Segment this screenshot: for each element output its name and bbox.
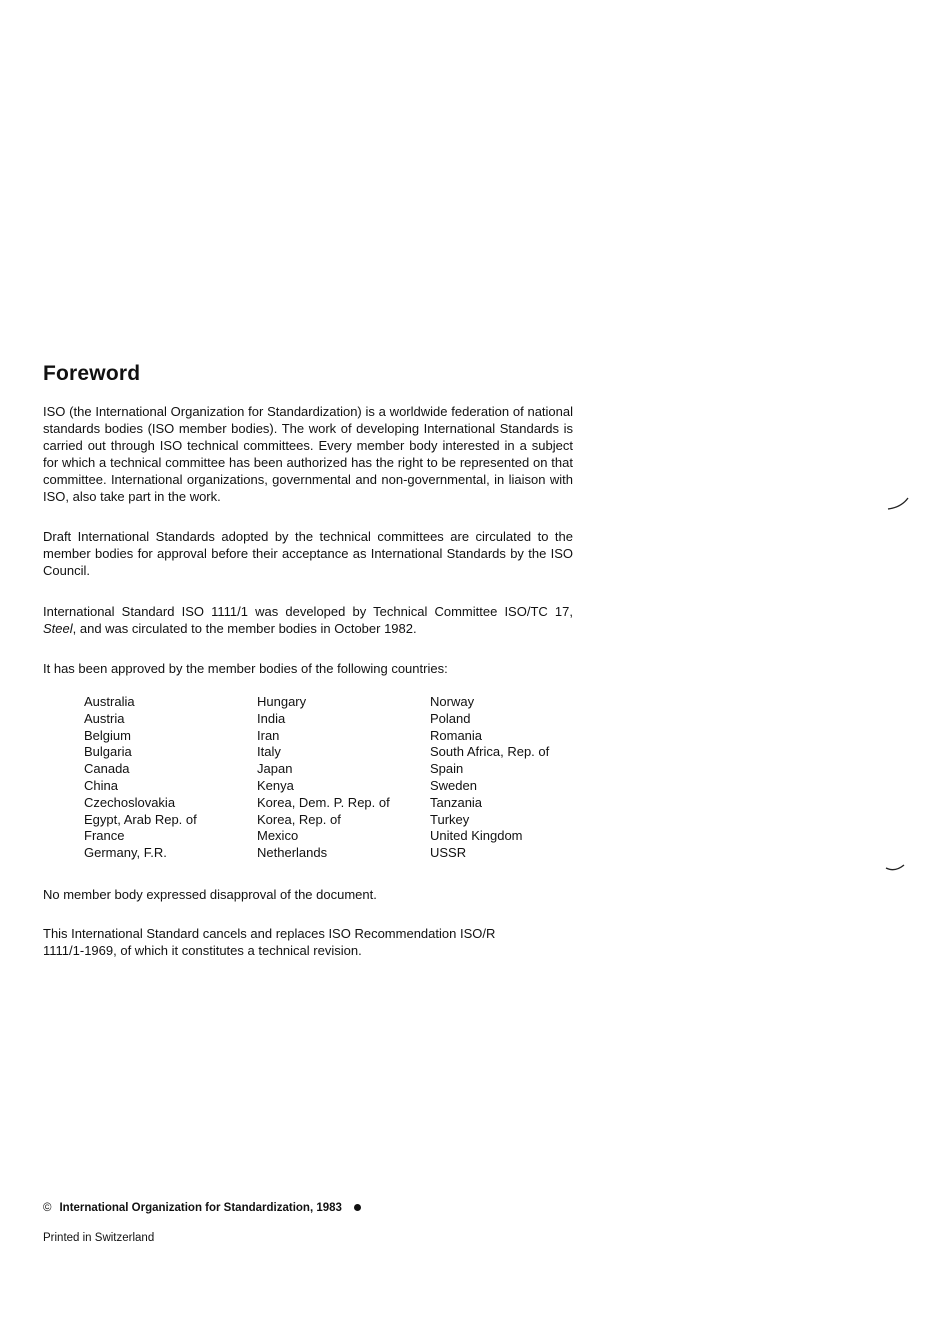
list-item: Czechoslovakia xyxy=(84,794,176,810)
list-item: Italy xyxy=(257,744,281,760)
list-item: Norway xyxy=(430,694,475,709)
development-text-b: , and was circulated to the member bodies in October 1982. xyxy=(72,621,417,636)
list-item: Bulgaria xyxy=(84,744,132,760)
country-column-1 xyxy=(84,694,254,862)
list-item: Turkey xyxy=(430,811,470,827)
list-item: South Africa, Rep. of xyxy=(430,744,550,760)
list-item: Egypt, Arab Rep. of xyxy=(84,811,197,827)
country-column-2 xyxy=(257,694,427,862)
list-item: Mexico xyxy=(257,828,299,844)
list-item: Hungary xyxy=(257,694,307,709)
bullet-icon xyxy=(354,1204,361,1211)
list-item: India xyxy=(257,710,286,726)
page-title: Foreword xyxy=(43,362,141,385)
list-item: Romania xyxy=(430,727,483,743)
list-item: Germany, F.R. xyxy=(84,845,167,861)
list-item: United Kingdom xyxy=(430,828,523,844)
list-item: Spain xyxy=(430,761,464,777)
development-text-a: International Standard ISO 1111/1 was developed by Technical Committee ISO/TC 17, xyxy=(43,604,573,619)
list-item: Belgium xyxy=(84,727,131,743)
paragraph-development xyxy=(43,603,573,637)
paragraph-no-disapproval: No member body expressed disapproval of the document. xyxy=(43,887,377,902)
paragraph-replaces: This International Standard cancels and replaces ISO Recommendation ISO/R 1111/1-1969, of which it constitutes a technical revision. xyxy=(43,926,496,958)
list-item: Canada xyxy=(84,761,130,777)
list-item: Kenya xyxy=(257,777,294,793)
scan-mark-icon xyxy=(886,496,910,512)
list-item: Korea, Dem. P. Rep. of xyxy=(257,794,390,810)
list-item: Japan xyxy=(257,761,293,777)
list-item: Korea, Rep. of xyxy=(257,811,341,827)
list-item: Poland xyxy=(430,710,471,726)
paragraph-iso-intro: ISO (the International Organization for Standardization) is a worldwide federation of national standards bodies (ISO member bodies). The work of developing International Standards is carried out through ISO technical committees. Every member body interested in a subject for which a technical committee has been authorized has the right to be represented on that committee. International organizations, governmental and non-governmental, in liaison with ISO, also take part in the work. xyxy=(43,404,573,504)
list-item: Netherlands xyxy=(257,845,328,861)
copyright-icon: © xyxy=(43,1202,52,1214)
list-item: France xyxy=(84,828,125,844)
list-item: Sweden xyxy=(430,777,477,793)
copyright-line xyxy=(43,1202,361,1214)
list-item: Iran xyxy=(257,727,280,743)
country-column-3 xyxy=(430,694,600,862)
printed-location: Printed in Switzerland xyxy=(43,1232,155,1244)
list-item: Australia xyxy=(84,694,135,709)
committee-name: Steel xyxy=(43,621,73,636)
scan-mark-icon xyxy=(884,860,906,872)
list-item: Tanzania xyxy=(430,794,483,810)
list-item: USSR xyxy=(430,845,467,861)
list-item: China xyxy=(84,777,118,793)
paragraph-approval: It has been approved by the member bodies of the following countries: xyxy=(43,661,448,676)
list-item: Austria xyxy=(84,710,125,726)
copyright-text: International Organization for Standardization, 1983 xyxy=(59,1202,342,1214)
paragraph-draft-standards: Draft International Standards adopted by the technical committees are circulated to the member bodies for approval before their acceptance as International Standards by the ISO Council. xyxy=(43,529,573,578)
